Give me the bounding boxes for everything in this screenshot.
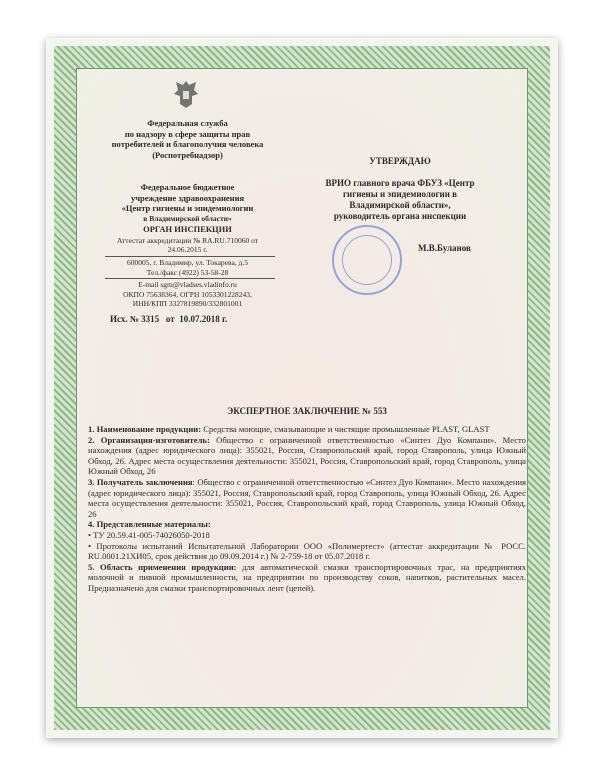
service-name — [95, 118, 280, 160]
document-body — [88, 424, 526, 594]
section-1 — [88, 424, 526, 435]
accreditation — [95, 236, 280, 254]
service-line: Федеральная служба — [147, 118, 228, 128]
section-label: 2. Организация-изготовитель: — [88, 434, 210, 445]
section-label: 1. Наименование продукции: — [88, 424, 202, 434]
signer-name: М.В.Буланов — [418, 243, 471, 253]
position-line: Владимирской области», — [349, 200, 451, 210]
divider — [105, 256, 275, 257]
material-item: • Протоколы испытаний Испытательной Лаборатории ООО «Полимертест» (аттестат аккредитации № РОСС. RU.0001.21ХИ05, срок действия до 09.09.2014 г.) № 2-759-18 от 05.07.2018 г. — [88, 540, 526, 562]
document-title: ЭКСПЕРТНОЕ ЗАКЛЮЧЕНИЕ № 553 — [227, 406, 387, 416]
section-label: 4. Представленные материалы: — [88, 519, 211, 530]
coat-of-arms-icon — [172, 78, 200, 110]
institution-line: «Центр гигиены и эпидемиологии — [121, 203, 254, 213]
material-item: • ТУ 20.59.41-005-74026050-2018 — [88, 529, 210, 540]
registration — [95, 280, 280, 309]
phone: Тел./факс (4922) 53-58-28 — [146, 267, 229, 277]
section-4 — [88, 519, 526, 530]
section-2 — [88, 435, 526, 477]
institution-line: в Владимирской области» — [143, 213, 232, 223]
institution-line: учреждение здравоохранения — [130, 192, 245, 203]
section-label: 3. Получатель заключения — [88, 476, 193, 487]
section-text: Средства моющие, смазывающие и чистящие промышленные PLAST, GLAST — [201, 424, 490, 434]
service-line: потребителей и благополучия человека — [111, 139, 264, 149]
position-line: гигиены и эпидемиологии в — [342, 189, 458, 199]
approval-title: УТВЕРЖДАЮ — [369, 156, 431, 166]
position-line: ВРИО главного врача ФБУЗ «Центр — [325, 178, 475, 188]
accreditation-line: 24.06.2015 г. — [167, 245, 208, 254]
service-line: по надзору в сфере защиты прав — [124, 128, 251, 139]
okpo: ОКПО 75638364, ОГРН 1053301228243, — [123, 289, 252, 299]
service-line: (Роспотребнадзор) — [152, 149, 223, 160]
institution-line: ОРГАН ИНСПЕКЦИИ — [143, 224, 232, 234]
section-label: 5. Область применения продукции: — [88, 561, 237, 572]
section-3 — [88, 477, 526, 519]
section-5 — [88, 562, 526, 594]
email: E-mail sgm@vladses.vladinfo.ru — [138, 280, 237, 289]
section-text: : Общество с ограниченной ответственностью «Синтез Дуо Компани». Место нахождения (адрес юридического лица): 355021, Россия, Ставропольский край, город Ставрополь, улица Южный Обход, 26. Адрес места осуществления деятельности: 355021, Россия, Ставропольский край, город Ставрополь, улица Южный Обход, 26 — [88, 476, 527, 519]
approval-position — [300, 178, 500, 222]
position-line: руководитель органа инспекции — [333, 211, 467, 221]
official-stamp — [332, 225, 402, 295]
institution-line: Федеральное бюджетное — [140, 182, 235, 192]
outgoing-number: Исх. № 3315 от 10.07.2018 г. — [110, 314, 228, 324]
inn: ИНН/КПП 3327819890/332801001 — [132, 299, 243, 308]
section-text: Общество с ограниченной ответственностью «Синтез Дуо Компани». Место нахождения (адрес юридического лица): 355021, Россия, Ставропольский край, город Ставрополь, улица Южный Обход, 26. Адрес места осуществления деятельности: 355021, Россия, Ставропольский край, город Ставрополь, улица Южный Обход, 26 — [88, 434, 526, 477]
contacts — [95, 258, 280, 277]
institution-name — [95, 182, 280, 235]
address: 600005, г. Владимир, ул. Токарева, д.5 — [127, 258, 248, 267]
section-text: для автоматической смазки транспортировочных трас, на предприятиях молочной и пивной промышленности, на предприятии по производству соков, напитков, растительных масел. Предназначено для смазки транспортировочных лент (цепей). — [88, 561, 526, 593]
accreditation-line: Аттестат аккредитации № RA.RU.710060 от — [116, 236, 259, 245]
divider — [105, 278, 275, 279]
